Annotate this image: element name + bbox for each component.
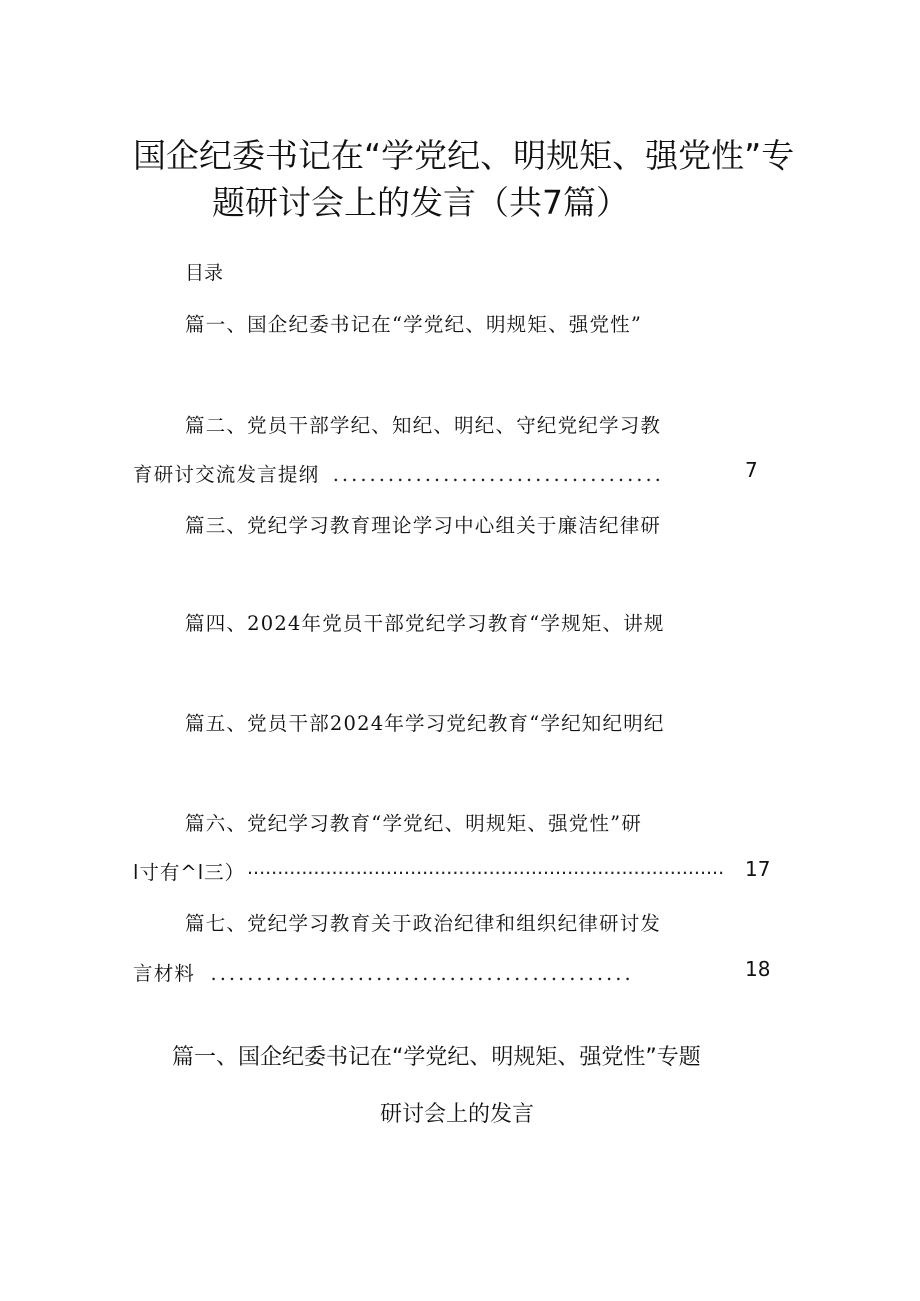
toc-entry-6-line2: l寸有^l三）	[133, 861, 246, 884]
toc-entry-7-line2: 言材料	[133, 962, 196, 985]
toc-entry-6[interactable]: 篇六、党纪学习教育“学党纪、明规矩、强党性”研	[185, 812, 643, 835]
toc-entry-7[interactable]: 篇七、党纪学习教育关于政治纪律和组织纪律研讨发	[185, 912, 662, 935]
toc-label: 目录	[185, 262, 224, 284]
toc-entry-4[interactable]: 篇四、2024年党员干部党纪学习教育“学规矩、讲规	[185, 612, 665, 635]
toc-leader-dots: ..............................................	[210, 962, 634, 985]
toc-leader-dots: ....................................	[332, 463, 664, 486]
toc-entry-2-continuation[interactable]	[133, 459, 664, 487]
toc-page-number: 17	[745, 857, 771, 881]
document-title-line-2: 题研讨会上的发言（共7篇）	[212, 183, 629, 222]
toc-entry-7-continuation[interactable]	[133, 958, 634, 986]
toc-entry-3[interactable]: 篇三、党纪学习教育理论学习中心组关于廉洁纪律研	[185, 514, 662, 537]
toc-entry-2[interactable]: 篇二、党员干部学纪、知纪、明纪、守纪党纪学习教	[185, 414, 662, 437]
toc-entry-2-line2: 育研讨交流发言提纲	[133, 463, 320, 486]
toc-entry-6-continuation[interactable]	[133, 857, 245, 885]
toc-entry-5[interactable]: 篇五、党员干部2024年学习党纪教育“学纪知纪明纪	[185, 712, 665, 735]
document-title-line-1: 国企纪委书记在“学党纪、明规矩、强党性”专	[133, 136, 795, 175]
toc-page-number: 18	[745, 957, 771, 981]
toc-entry-1[interactable]: 篇一、国企纪委书记在“学党纪、明规矩、强党性”	[185, 313, 643, 336]
section-title-line-2: 研讨会上的发言	[380, 1102, 535, 1127]
toc-page-number: 7	[745, 458, 758, 482]
section-title-line-1: 篇一、国企纪委书记在“学党纪、明规矩、强党性”专题	[172, 1045, 701, 1070]
toc-leader-dots: ...............................................................................	[247, 857, 725, 879]
